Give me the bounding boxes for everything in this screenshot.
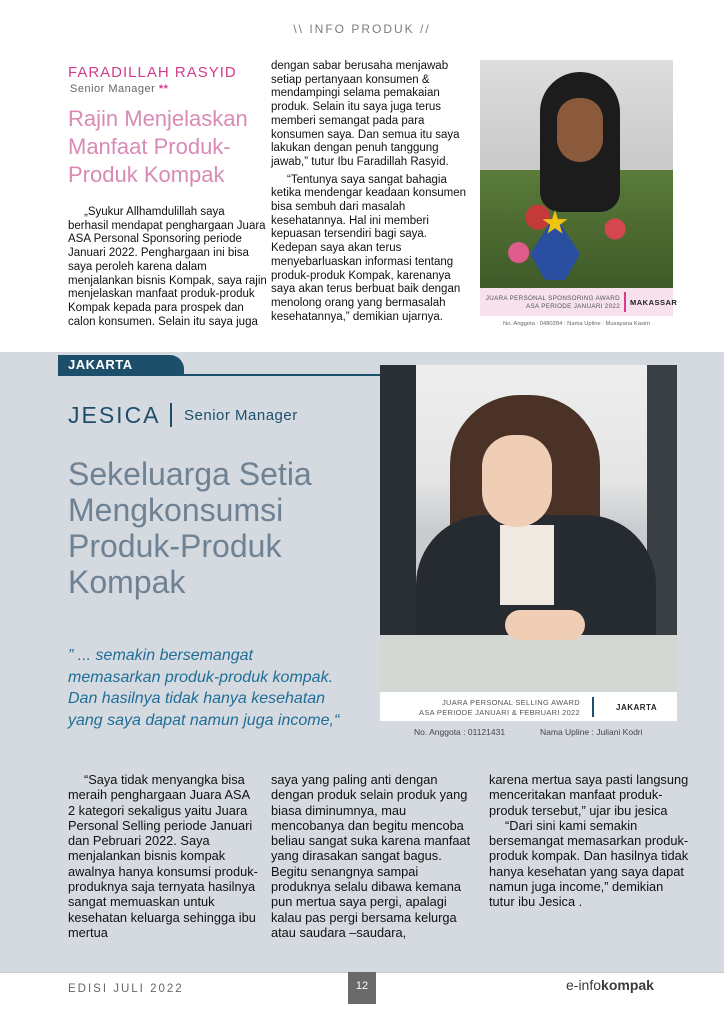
award-line: JUARA PERSONAL SPONSORING AWARD (485, 295, 620, 302)
paragraph: “Tentunya saya sangat bahagia ketika mendengar keadaan konsumen bisa sembuh dari masalah kesehatannya. Hal ini memberi kepuasan tersendiri bagi saya. Kedepan saya akan terus menyebarluaskan informasi tentang produk-produk Kompak, karenanya saya akan terus berbuat baik dengan menolong orang yang bermasalah kesehatannya,” demikian ujarnya. (271, 173, 466, 323)
paragraph: dengan sabar berusaha menjawab setiap pertanyaan konsumen & mendampingi selama pemakaian produk. Selain itu saya juga terus memberi semangat pada para konsumen saya. Dan semua itu saya lakukan dengan penuh tanggung jawab,” tutur Ibu Faradillah Rasyid. (271, 60, 460, 168)
profile-photo (380, 365, 677, 692)
award-title (386, 698, 580, 717)
profile-name: JESICA (68, 402, 161, 428)
table (380, 635, 677, 692)
paragraph: “Dari sini kami semakin bersemangat memasarkan produk-produk kompak. Dan hasilnya tidak hanya kesehatan yang saya dapat namun juga income,” demikian tutur ibu Jesica . (489, 817, 689, 910)
article-headline: Rajin Menjelaskan Manfaat Produk-Produk Kompak (68, 106, 248, 187)
member-info: No. Anggota : 0480284 : Nama Upline : Musayana Kasim (503, 321, 650, 327)
edition-label: EDISI JULI 2022 (68, 983, 184, 995)
profile-role: Senior Manager (184, 407, 298, 424)
rank-stars: ** (158, 83, 169, 95)
profile-role (70, 83, 168, 95)
divider (624, 292, 626, 312)
article-column-1 (68, 772, 260, 940)
award-city: MAKASSAR (630, 298, 678, 307)
paragraph: saya yang paling anti dengan dengan produk selain produk yang biasa diminumnya, mau mencobanya dan begitu mencoba beliau sangat suka karena manfaat yang dirasakan sangat bagus. Begitu senangnya sampai produknya selalu dibawa kemana pun mertua saya pergi, apalagi kalau pas pergi bersama kelurga atau saudara –saudara, (271, 772, 471, 940)
page-number: 12 (355, 980, 369, 992)
article-column-1: „Syukur Allhamdulillah saya berhasil mendapat penghargaan Juara ASA Personal Sponsoring periode Januari 2022. Penghargaan ini bisa saya peroleh karena dalam menjalankan bisnis Kompak, saya rajin menjelaskan manfaat produk-produk Kompak kepada para prospek dan calon konsumen. Selain itu saya juga (68, 206, 267, 328)
award-line: ASA PERIODE JANUARI 2022 (526, 302, 620, 310)
article-column-3 (489, 772, 689, 910)
brand-name: kompak (601, 977, 654, 993)
award-title (484, 295, 620, 310)
article-headline: Sekeluarga Setia Mengkonsumsi Produk-Produk Kompak (68, 456, 312, 600)
section-header: \\ INFO PRODUK // (293, 22, 431, 36)
paragraph: “Saya tidak menyangka bisa meraih penghargaan Juara ASA 2 kategori sekaligus yaitu Juara Personal Selling periode Januari dan Pebruari 2022. Saya menjalankan bisnis kompak awalnya hanya konsumsi produk-produknya saja ternyata hasilnya sangat memuaskan untuk kesehatan keluarga sehingga ibu mertua (68, 772, 258, 940)
region-label: JAKARTA (68, 357, 133, 372)
award-caption (380, 692, 677, 721)
divider (592, 697, 594, 717)
award-line: JUARA PERSONAL SELLING AWARD (441, 698, 580, 707)
member-number: No. Anggota : 01121431 (414, 727, 506, 737)
profile-photo (480, 60, 673, 288)
role-text: Senior Manager (70, 83, 156, 95)
pull-quote: ” ... semakin bersemangat memasarkan produk-produk kompak. Dan hasilnya tidak hanya kesehatan yang saya dapat namun juga income,“ (68, 647, 340, 729)
upline-name: Nama Upline : Juliani Kodri (540, 727, 643, 737)
article-column-2 (271, 60, 471, 324)
profile-name: FARADILLAH RASYID (68, 64, 237, 81)
brand-prefix: e-info (566, 977, 602, 993)
award-caption (480, 288, 678, 316)
sweater (500, 525, 554, 605)
award-line: ASA PERIODE JANUARI & FEBRUARI 2022 (419, 707, 580, 717)
brand-logo (566, 977, 654, 993)
award-city: JAKARTA (616, 703, 658, 712)
paragraph: karena mertua saya pasti langsung menceritakan manfaat produk-produk tersebut,” ujar ibu jesica (489, 772, 689, 818)
hands (505, 610, 585, 640)
article-column-2 (271, 772, 471, 940)
divider (170, 403, 172, 427)
region-underline (58, 374, 388, 376)
face (482, 435, 552, 527)
face (557, 98, 603, 162)
